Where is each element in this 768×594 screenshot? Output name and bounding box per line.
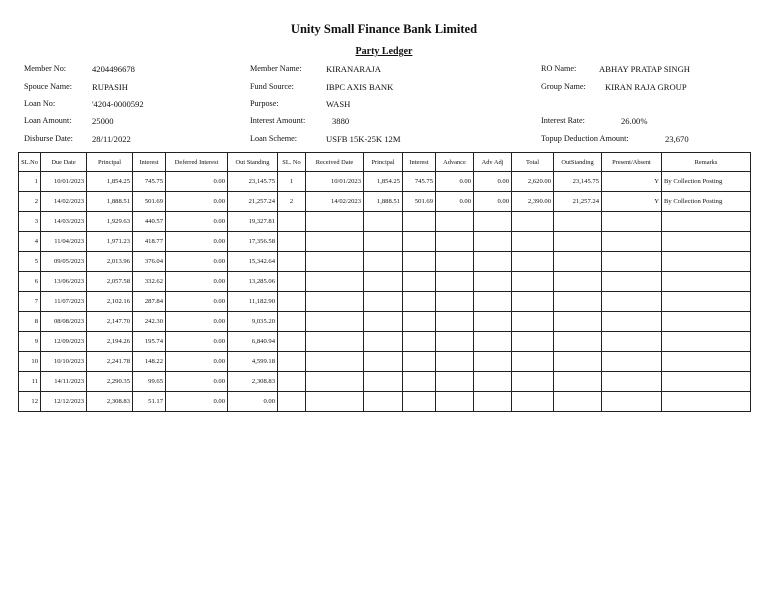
table-cell (474, 292, 512, 312)
table-row (19, 312, 751, 332)
table-body (19, 172, 751, 412)
table-cell: 0.00 (228, 392, 278, 412)
table-cell (306, 392, 364, 412)
table-cell (306, 272, 364, 292)
table-cell: 332.62 (133, 272, 166, 292)
table-row (19, 232, 751, 252)
column-header: SL.No (19, 153, 41, 172)
table-cell (474, 252, 512, 272)
table-cell: 0.00 (166, 392, 228, 412)
table-cell (364, 372, 403, 392)
table-cell: 8 (19, 312, 41, 332)
table-cell (554, 212, 602, 232)
table-cell (554, 372, 602, 392)
table-cell: 23,145.75 (554, 172, 602, 192)
table-cell (306, 212, 364, 232)
table-cell (436, 232, 474, 252)
fund-source-value: IBPC AXIS BANK (326, 82, 394, 92)
table-cell: 6,840.94 (228, 332, 278, 352)
ro-name-label: RO Name: (541, 64, 577, 73)
table-cell (278, 292, 306, 312)
table-cell: 0.00 (166, 252, 228, 272)
table-cell: 12 (19, 392, 41, 412)
table-cell (278, 312, 306, 332)
column-header: Interest (133, 153, 166, 172)
table-cell: 2 (19, 192, 41, 212)
table-cell: 440.57 (133, 212, 166, 232)
table-cell (278, 332, 306, 352)
table-cell (554, 232, 602, 252)
table-cell (403, 232, 436, 252)
table-cell (403, 352, 436, 372)
table-cell (662, 292, 751, 312)
table-cell (602, 292, 662, 312)
table-cell: 5 (19, 252, 41, 272)
column-header: Advance (436, 153, 474, 172)
table-cell (474, 372, 512, 392)
table-cell (436, 332, 474, 352)
table-cell: 21,257.24 (554, 192, 602, 212)
table-cell (512, 332, 554, 352)
table-cell (436, 292, 474, 312)
table-cell (602, 232, 662, 252)
interest-rate-value: 26.00% (621, 116, 648, 126)
table-cell (278, 232, 306, 252)
fund-source-label: Fund Source: (250, 82, 294, 91)
table-cell: 287.84 (133, 292, 166, 312)
table-cell: 7 (19, 292, 41, 312)
bank-name: Unity Small Finance Bank Limited (290, 22, 478, 36)
table-cell (474, 212, 512, 232)
table-cell (364, 332, 403, 352)
table-cell (278, 212, 306, 232)
table-cell: 12/09/2023 (41, 332, 87, 352)
table-cell (512, 292, 554, 312)
table-cell: 2,102.16 (87, 292, 133, 312)
table-cell (306, 252, 364, 272)
table-cell (662, 232, 751, 252)
table-cell (278, 272, 306, 292)
table-cell: 2,308.83 (228, 372, 278, 392)
table-cell: 2 (278, 192, 306, 212)
table-cell: 08/08/2023 (41, 312, 87, 332)
table-cell: 51.17 (133, 392, 166, 412)
table-cell: Y (602, 192, 662, 212)
interest-amount-value: 3880 (332, 116, 350, 126)
table-row (19, 272, 751, 292)
table-cell (474, 352, 512, 372)
table-cell: 10/10/2023 (41, 352, 87, 372)
member-name-value: KIRANARAJA (326, 64, 381, 74)
table-cell: 242.30 (133, 312, 166, 332)
column-header: Received Date (306, 153, 364, 172)
table-cell: 2,308.83 (87, 392, 133, 412)
table-cell (403, 332, 436, 352)
table-cell: 0.00 (166, 292, 228, 312)
table-cell: 14/02/2023 (41, 192, 87, 212)
table-cell: 1,854.25 (364, 172, 403, 192)
column-header: Out Standing (228, 153, 278, 172)
table-cell (278, 352, 306, 372)
table-cell: 9 (19, 332, 41, 352)
table-cell (662, 272, 751, 292)
table-cell (602, 392, 662, 412)
table-cell (364, 232, 403, 252)
table-cell (474, 272, 512, 292)
table-cell (474, 332, 512, 352)
loan-scheme-value: USFB 15K-25K 12M (326, 134, 401, 144)
table-cell (602, 352, 662, 372)
table-cell (436, 272, 474, 292)
table-cell (512, 212, 554, 232)
table-cell: 09/05/2023 (41, 252, 87, 272)
table-cell (554, 392, 602, 412)
table-cell (436, 392, 474, 412)
table-cell: 99.65 (133, 372, 166, 392)
column-header: Due Date (41, 153, 87, 172)
table-cell (364, 272, 403, 292)
table-cell: 1,888.51 (87, 192, 133, 212)
table-cell: 10/01/2023 (41, 172, 87, 192)
table-cell: 19,327.81 (228, 212, 278, 232)
table-cell: 6 (19, 272, 41, 292)
table-row (19, 332, 751, 352)
column-header: Present/Absent (602, 153, 662, 172)
table-cell (512, 352, 554, 372)
table-cell: 148.22 (133, 352, 166, 372)
column-header: OutStanding (554, 153, 602, 172)
table-cell (364, 352, 403, 372)
spouse-name-value: RUPASIH (92, 82, 128, 92)
table-cell: 1,971.23 (87, 232, 133, 252)
table-cell (403, 272, 436, 292)
table-cell (554, 252, 602, 272)
table-cell: 0.00 (166, 212, 228, 232)
table-cell (554, 352, 602, 372)
table-cell: 11/07/2023 (41, 292, 87, 312)
table-cell (602, 312, 662, 332)
table-cell: 12/12/2023 (41, 392, 87, 412)
column-header: Remarks (662, 153, 751, 172)
table-cell (512, 392, 554, 412)
table-row (19, 172, 751, 192)
table-cell: 1,854.25 (87, 172, 133, 192)
table-cell (512, 372, 554, 392)
table-cell: 21,257.24 (228, 192, 278, 212)
table-cell: 10 (19, 352, 41, 372)
table-cell: 2,013.96 (87, 252, 133, 272)
table-cell: 418.77 (133, 232, 166, 252)
table-cell (403, 372, 436, 392)
table-cell (662, 212, 751, 232)
table-cell: 501.69 (403, 192, 436, 212)
table-cell: 1 (278, 172, 306, 192)
loan-no-label: Loan No: (24, 99, 56, 108)
table-cell (512, 272, 554, 292)
table-cell: 0.00 (166, 172, 228, 192)
table-cell: 0.00 (166, 312, 228, 332)
table-cell: 9,035.20 (228, 312, 278, 332)
table-cell (662, 372, 751, 392)
table-cell (436, 312, 474, 332)
table-cell (364, 392, 403, 412)
table-cell (306, 292, 364, 312)
table-cell: 745.75 (403, 172, 436, 192)
table-cell (364, 212, 403, 232)
table-cell (436, 352, 474, 372)
table-cell (602, 272, 662, 292)
table-cell (364, 312, 403, 332)
table-cell (403, 212, 436, 232)
table-cell: By Collection Posting (662, 192, 751, 212)
disburse-date-label: Disburse Date: (24, 134, 73, 143)
table-cell (436, 212, 474, 232)
table-cell: 0.00 (166, 232, 228, 252)
table-cell: 23,145.75 (228, 172, 278, 192)
table-cell: 1,929.63 (87, 212, 133, 232)
loan-no-value: '4204-0000592 (92, 99, 144, 109)
member-no-label: Member No: (24, 64, 67, 73)
table-cell (662, 252, 751, 272)
table-cell (602, 372, 662, 392)
table-cell: 13/06/2023 (41, 272, 87, 292)
table-cell: 2,290.35 (87, 372, 133, 392)
table-cell (512, 232, 554, 252)
member-no-value: 4204496678 (92, 64, 135, 74)
group-name-label: Group Name: (541, 82, 586, 91)
ledger-table (18, 152, 751, 412)
topup-deduction-value: 23,670 (665, 134, 689, 144)
table-cell (306, 332, 364, 352)
table-cell: 4,599.18 (228, 352, 278, 372)
loan-amount-label: Loan Amount: (24, 116, 72, 125)
table-cell (403, 392, 436, 412)
table-cell (554, 332, 602, 352)
table-cell: 17,356.58 (228, 232, 278, 252)
disburse-date-value: 28/11/2022 (92, 134, 131, 144)
table-cell (436, 372, 474, 392)
table-cell (403, 312, 436, 332)
table-cell: 0.00 (436, 172, 474, 192)
table-cell: 11 (19, 372, 41, 392)
table-cell (554, 292, 602, 312)
table-cell (474, 232, 512, 252)
table-cell (306, 312, 364, 332)
table-cell (278, 252, 306, 272)
table-cell: 2,390.00 (512, 192, 554, 212)
table-cell (278, 372, 306, 392)
table-cell: 2,194.26 (87, 332, 133, 352)
table-cell (512, 312, 554, 332)
table-cell (474, 392, 512, 412)
table-cell (554, 312, 602, 332)
table-cell: 1,888.51 (364, 192, 403, 212)
table-cell: 2,241.78 (87, 352, 133, 372)
table-cell: 0.00 (166, 192, 228, 212)
table-cell: 0.00 (474, 172, 512, 192)
table-cell (602, 212, 662, 232)
table-cell: 0.00 (166, 372, 228, 392)
table-cell: 14/11/2023 (41, 372, 87, 392)
table-cell: 745.75 (133, 172, 166, 192)
spouse-name-label: Spouce Name: (24, 82, 72, 91)
table-cell: 4 (19, 232, 41, 252)
table-row (19, 372, 751, 392)
table-cell: 14/03/2023 (41, 212, 87, 232)
group-name-value: KIRAN RAJA GROUP (605, 82, 687, 92)
table-cell: 14/02/2023 (306, 192, 364, 212)
table-cell (474, 312, 512, 332)
table-cell (364, 292, 403, 312)
table-cell: 0.00 (166, 352, 228, 372)
table-cell (662, 332, 751, 352)
column-header: Principal (364, 153, 403, 172)
table-row (19, 192, 751, 212)
table-cell: 15,342.64 (228, 252, 278, 272)
table-row (19, 352, 751, 372)
table-cell (512, 252, 554, 272)
table-cell: 2,620.00 (512, 172, 554, 192)
table-cell (662, 312, 751, 332)
table-cell: 2,147.70 (87, 312, 133, 332)
table-header-row (19, 153, 751, 172)
table-cell: Y (602, 172, 662, 192)
table-cell: 11,182.90 (228, 292, 278, 312)
ro-name-value: ABHAY PRATAP SINGH (599, 64, 690, 74)
table-cell: 3 (19, 212, 41, 232)
table-cell: 0.00 (474, 192, 512, 212)
table-cell: By Collection Posting (662, 172, 751, 192)
purpose-label: Purpose: (250, 99, 279, 108)
interest-amount-label: Interest Amount: (250, 116, 306, 125)
table-cell (364, 252, 403, 272)
column-header: Deferred Interest (166, 153, 228, 172)
table-row (19, 252, 751, 272)
table-cell (436, 252, 474, 272)
table-cell: 2,057.58 (87, 272, 133, 292)
table-cell: 376.04 (133, 252, 166, 272)
topup-deduction-label: Topup Deduction Amount: (541, 134, 629, 143)
table-cell (554, 272, 602, 292)
table-cell: 1 (19, 172, 41, 192)
member-name-label: Member Name: (250, 64, 302, 73)
table-cell: 501.69 (133, 192, 166, 212)
column-header: Interest (403, 153, 436, 172)
column-header: Total (512, 153, 554, 172)
interest-rate-label: Interest Rate: (541, 116, 585, 125)
table-cell: 0.00 (166, 272, 228, 292)
table-row (19, 212, 751, 232)
table-cell (602, 332, 662, 352)
table-cell (278, 392, 306, 412)
column-header: Adv Adj (474, 153, 512, 172)
table-cell: 195.74 (133, 332, 166, 352)
table-cell: 10/01/2023 (306, 172, 364, 192)
table-cell (306, 352, 364, 372)
table-cell (306, 372, 364, 392)
table-cell: 13,285.06 (228, 272, 278, 292)
loan-scheme-label: Loan Scheme: (250, 134, 298, 143)
table-cell: 0.00 (436, 192, 474, 212)
table-cell (403, 252, 436, 272)
table-cell (403, 292, 436, 312)
report-title: Party Ledger (355, 46, 413, 57)
column-header: SL. No (278, 153, 306, 172)
table-cell (662, 392, 751, 412)
table-cell (602, 252, 662, 272)
table-cell (306, 232, 364, 252)
column-header: Principal (87, 153, 133, 172)
loan-amount-value: 25000 (92, 116, 114, 126)
purpose-value: WASH (326, 99, 351, 109)
table-row (19, 392, 751, 412)
table-cell: 0.00 (166, 332, 228, 352)
table-cell (662, 352, 751, 372)
table-cell: 11/04/2023 (41, 232, 87, 252)
table-row (19, 292, 751, 312)
